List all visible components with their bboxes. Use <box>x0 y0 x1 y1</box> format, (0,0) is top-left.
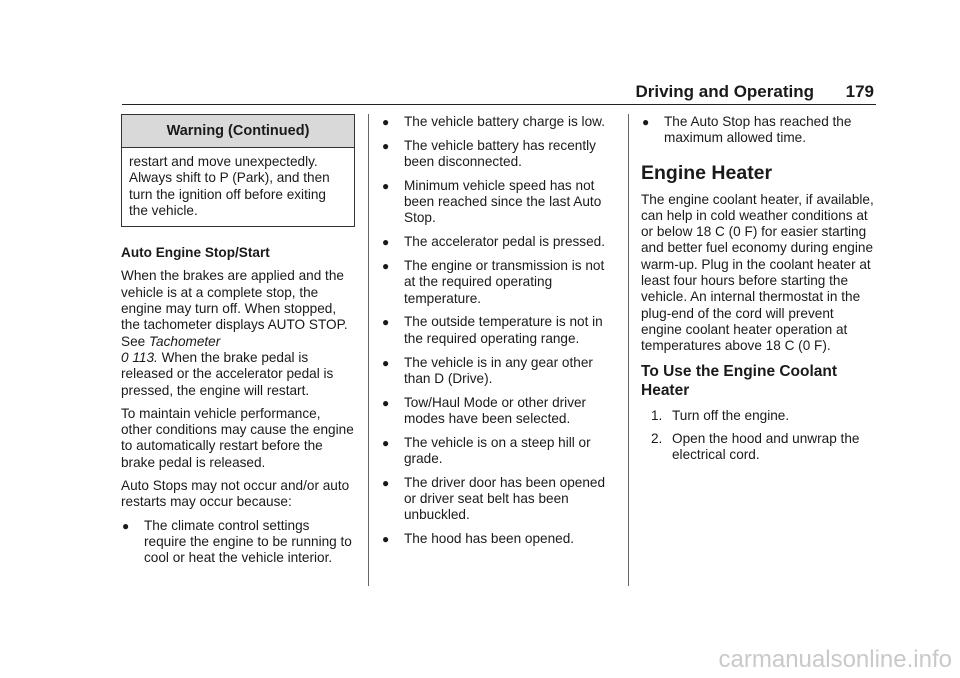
step-number: 1. <box>651 407 663 423</box>
page-number: 179 <box>845 82 874 101</box>
bullet-icon: ● <box>382 178 390 193</box>
warning-heading: Warning (Continued) <box>122 115 354 148</box>
bullet-icon: ● <box>642 115 650 129</box>
bullet-icon: ● <box>382 475 390 490</box>
list-item <box>381 355 611 388</box>
page-reference[interactable]: 0 113. <box>121 349 158 365</box>
list-item-text: The engine or transmission is not at the required operating temperature. <box>404 258 605 306</box>
section-title: Driving and Operating <box>635 82 814 101</box>
list-item-text: The vehicle battery charge is low. <box>404 114 605 129</box>
bullet-icon: ● <box>382 532 390 547</box>
bullet-icon: ● <box>382 259 390 274</box>
engine-heater-heading: Engine Heater <box>641 161 773 184</box>
list-item-text: The vehicle is in any gear other than D (Drive). <box>404 354 593 386</box>
conditions-paragraph: Auto Stops may not occur and/or auto restarts may occur because: <box>121 478 350 510</box>
list-item <box>381 258 611 307</box>
list-item <box>381 435 611 468</box>
column-divider-2 <box>628 114 629 586</box>
step-text: Open the hood and unwrap the electrical cord. <box>672 430 860 463</box>
list-item-text: The accelerator pedal is pressed. <box>404 234 605 250</box>
list-item-text: The outside temperature is not in the required operating range. <box>404 314 603 346</box>
bullet-icon: ● <box>382 235 390 250</box>
coolant-heater-subheading: To Use the Engine Coolant Heater <box>641 362 838 399</box>
list-item <box>381 138 611 171</box>
column-3 <box>641 114 877 470</box>
list-item <box>381 234 611 250</box>
list-item-text: The climate control settings require the engine to be running to cool or heat the vehicle interior. <box>144 517 352 566</box>
list-item <box>381 475 611 524</box>
engine-heater-paragraph: The engine coolant heater, if available, can help in cold weather conditions at or below 18 C (0 F) for easier starting and better fuel economy during engine warm-up. Plug in the coolant heater at least four hours before starting the vehicle. An internal thermostat in the plug-end of the cord will prevent engine coolant heater operation at temperatures above 18 C (0 F). <box>641 191 874 354</box>
auto-stop-heading: Auto Engine Stop/Start <box>121 245 270 261</box>
bullet-icon: ● <box>122 518 130 533</box>
step-item <box>641 408 877 424</box>
list-item-text: The vehicle battery has recently been disconnected. <box>404 137 596 170</box>
auto-stop-paragraph <box>121 268 355 398</box>
list-item <box>381 531 611 547</box>
step-text: Turn off the engine. <box>672 407 790 423</box>
column-divider-1 <box>368 114 369 586</box>
tachometer-link[interactable]: Tachometer <box>148 333 221 349</box>
list-item <box>381 114 611 130</box>
list-item <box>381 178 611 227</box>
bullet-icon: ● <box>382 435 390 450</box>
list-item-text: The Auto Stop has reached the maximum allowed time. <box>664 114 852 146</box>
page-header <box>122 82 876 105</box>
list-item <box>121 518 355 567</box>
para-text: When the brakes are applied and the vehicle is at a complete stop, the engine may turn off. When stopped, the tachometer displays AUTO STOP. See <box>121 268 348 349</box>
bullet-icon: ● <box>382 315 390 330</box>
performance-paragraph: To maintain vehicle performance, other conditions may cause the engine to automatically restart before the brake pedal is released. <box>121 405 354 470</box>
bullet-icon: ● <box>382 395 390 410</box>
list-item-text: Minimum vehicle speed has not been reached since the last Auto Stop. <box>404 177 602 226</box>
warning-body: restart and move unexpectedly. Always shift to P (Park), and then turn the ignition off before exiting the vehicle. <box>129 154 330 218</box>
step-number: 2. <box>651 430 663 446</box>
warning-box <box>121 114 355 227</box>
list-item <box>381 395 611 428</box>
list-item-text: The driver door has been opened or driver seat belt has been unbuckled. <box>404 474 606 523</box>
list-item-text: The hood has been opened. <box>404 531 575 547</box>
watermark: carmanualsonline.info <box>718 646 952 673</box>
para-text: When the brake pedal is released or the accelerator pedal is pressed, the engine will restart. <box>121 349 334 398</box>
step-item <box>641 431 877 464</box>
column-1 <box>121 114 355 574</box>
list-item-text: Tow/Haul Mode or other driver modes have been selected. <box>404 394 587 426</box>
bullet-icon: ● <box>382 355 390 370</box>
column-2 <box>381 114 611 555</box>
list-item <box>381 314 611 347</box>
bullet-icon: ● <box>382 138 390 153</box>
list-item-text: The vehicle is on a steep hill or grade. <box>404 434 591 467</box>
list-item <box>641 114 877 147</box>
bullet-icon: ● <box>382 115 390 129</box>
